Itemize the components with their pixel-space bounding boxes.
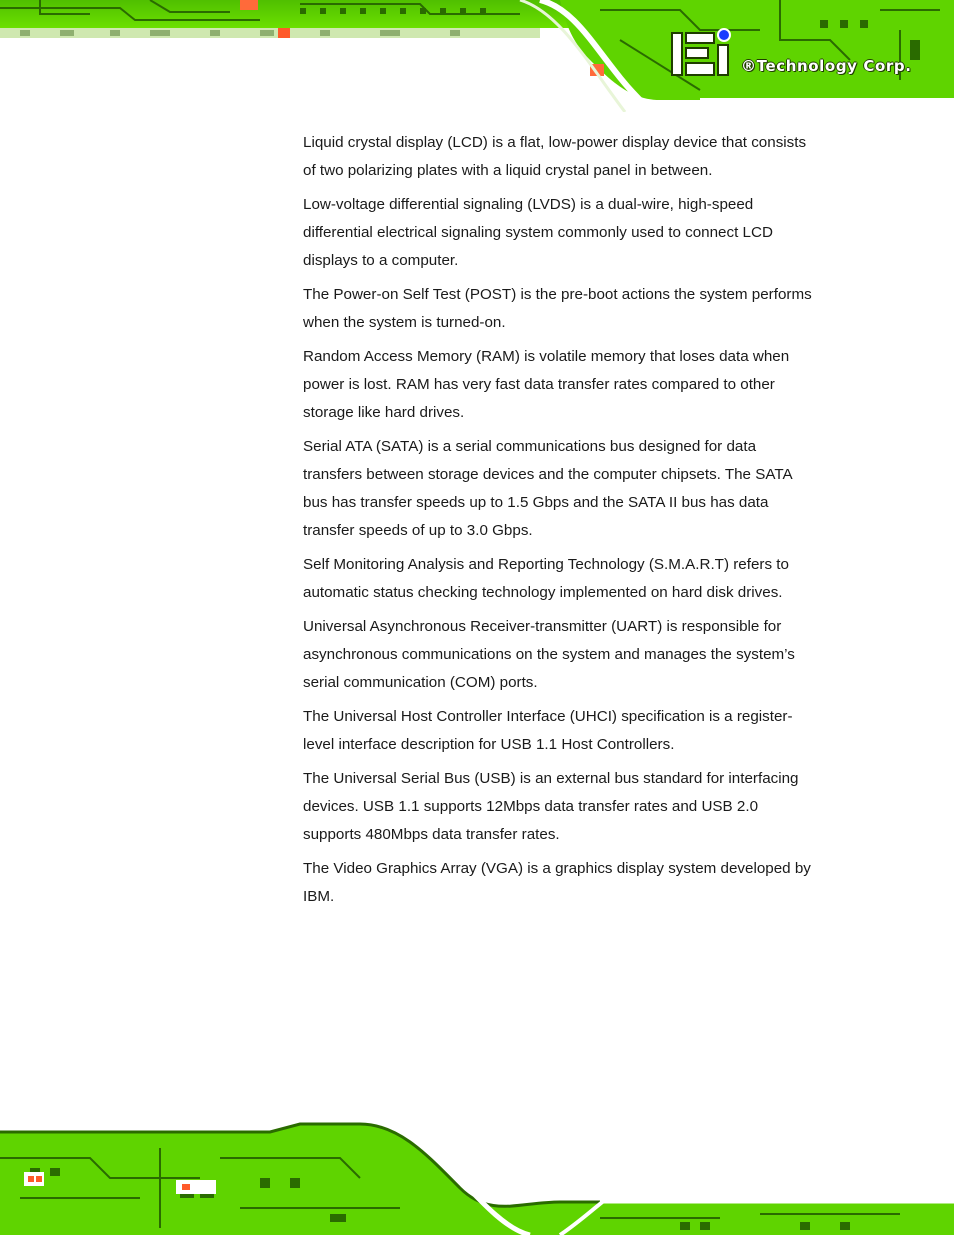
company-name: ®Technology Corp. (741, 57, 912, 75)
glossary-entry-post: The Power-on Self Test (POST) is the pre-boot actions the system performs when the system is turned-on. (303, 286, 812, 331)
glossary-entry-uart: Universal Asynchronous Receiver-transmitter (UART) is responsible for asynchronous communications on the system and manages the system’s serial communication (COM) ports. (303, 618, 795, 691)
glossary-entry-lcd: Liquid crystal display (LCD) is a flat, low-power display device that consists of two polarizing plates with a liquid crystal panel in between. (303, 134, 807, 179)
iei-logo-icon (672, 29, 730, 75)
glossary-entry-ram: Random Access Memory (RAM) is volatile memory that loses data when power is lost. RAM has very fast data transfer rates compared to other storage like hard drives. (303, 348, 790, 421)
glossary-entry-smart: Self Monitoring Analysis and Reporting Technology (S.M.A.R.T) refers to automatic status checking technology implemented on hard disk drives. (303, 556, 789, 601)
footer-banner (0, 1118, 954, 1235)
glossary-entry-usb: The Universal Serial Bus (USB) is an external bus standard for interfacing devices. USB 1.1 supports 12Mbps data transfer rates and USB 2.0 supports 480Mbps data transfer rates. (303, 770, 799, 843)
header-banner (0, 0, 954, 112)
glossary-entry-vga: The Video Graphics Array (VGA) is a graphics display system developed by IBM. (303, 860, 811, 905)
glossary-entry-uhci: The Universal Host Controller Interface (UHCI) specification is a register-level interface description for USB 1.1 Host Controllers. (303, 708, 793, 753)
circuit-board-footer-graphic (0, 1118, 954, 1235)
circuit-board-header-graphic (0, 0, 954, 112)
glossary-content (303, 129, 813, 917)
glossary-entry-sata: Serial ATA (SATA) is a serial communications bus designed for data transfers between storage devices and the computer chipsets. The SATA bus has transfer speeds up to 1.5 Gbps and the SATA II bus has data transfer speeds of up to 3.0 Gbps. (303, 438, 792, 539)
glossary-entry-lvds: Low-voltage differential signaling (LVDS) is a dual-wire, high-speed differential electrical signaling system commonly used to connect LCD displays to a computer. (303, 196, 773, 269)
